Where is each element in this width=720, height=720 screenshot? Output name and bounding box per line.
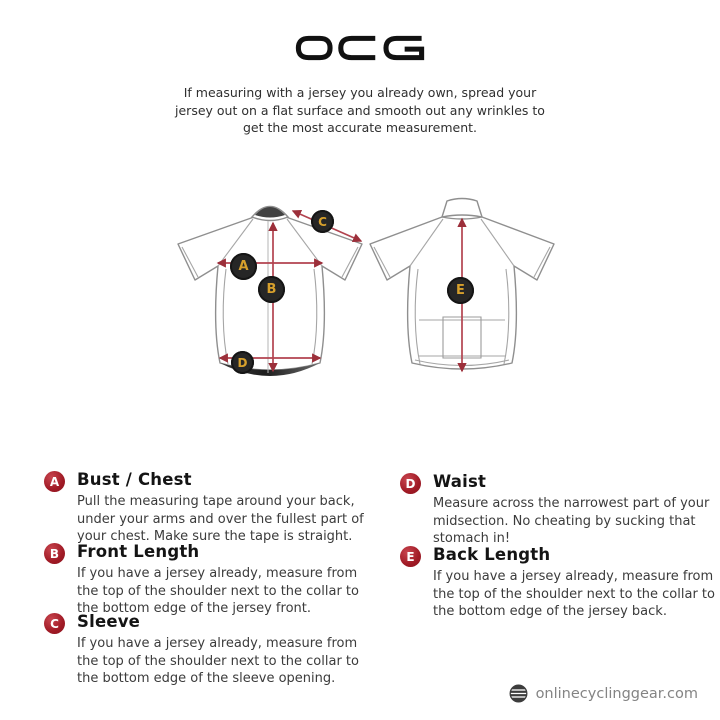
legend-description: If you have a jersey already, measure from the top of the shoulder next to the collar to the bottom edge of the jersey front. [77,566,359,616]
legend-title: Waist [433,472,487,491]
intro-line: If measuring with a jersey you already own, spread your [183,85,537,100]
diagram-badge-c: C [311,210,334,233]
jersey-front-collar-shadow [255,207,285,218]
legend-description: If you have a jersey already, measure from the top of the shoulder next to the collar to the bottom edge of the sleeve opening. [77,636,359,686]
legend-item-back-length [400,545,715,621]
legend-title: Bust / Chest [77,470,192,489]
legend-badge-b: B [44,543,65,564]
legend-title: Front Length [77,542,200,561]
intro-line: get the most accurate measurement. [242,120,478,135]
legend-item-front-length [44,542,359,618]
legend-title: Sleeve [77,612,141,631]
diagram-badge-b: B [258,276,285,303]
intro-text [0,84,720,137]
legend-item-bust-chest [44,470,364,546]
legend-item-waist [400,472,709,548]
logo-letter-c [341,38,375,57]
diagram-badge-d: D [231,351,254,374]
logo-letter-g [386,38,422,57]
legend-item-sleeve [44,612,359,688]
legend-title: Back Length [433,545,551,564]
legend-description: If you have a jersey already, measure from the top of the shoulder next to the collar to the bottom edge of the jersey back. [433,569,715,619]
intro-line: jersey out on a flat surface and smooth out any wrinkles to [175,102,545,118]
legend-badge-a: A [44,471,65,492]
legend-badge-e: E [400,546,421,567]
ocg-logo [295,34,425,62]
legend-badge-d: D [400,473,421,494]
diagram-badge-e: E [447,277,474,304]
legend-description: Pull the measuring tape around your back, under your arms and over the fullest part of your chest. Make sure the tape is straight. [77,494,364,544]
diagram-badge-a: A [230,253,257,280]
legend-badge-c: C [44,613,65,634]
jersey-back-collar [442,199,482,218]
globe-www-icon [508,683,529,704]
footer-website: onlinecyclinggear.com [535,685,698,702]
footer [508,683,698,704]
logo-letter-o [298,38,330,57]
legend-description: Measure across the narrowest part of your midsection. No cheating by sucking that stomach in! [433,496,710,546]
